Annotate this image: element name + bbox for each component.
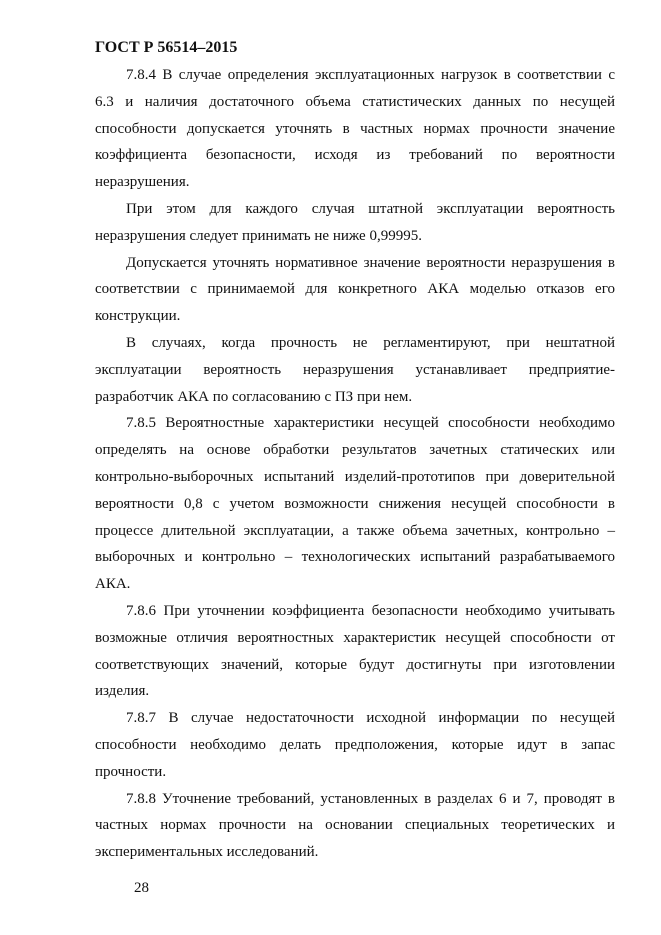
paragraph-7-8-7: 7.8.7 В случае недостаточности исходной информации по несущей способности необходимо делать предположения, которые идут в запас прочности. bbox=[95, 710, 615, 780]
paragraph-7-8-6: 7.8.6 При уточнении коэффициента безопасности необходимо учитывать возможные отличия вероятностных характеристик несущей способности от соответствующих значений, которые будут достигнуты при изготовлении изделия. bbox=[95, 602, 615, 700]
page-number: 28 bbox=[134, 880, 149, 896]
paragraph-normative-value: Допускается уточнять нормативное значение вероятности неразрушения в соответствии с принимаемой для конкретного АКА моделью отказов его конструкции. bbox=[95, 254, 615, 325]
paragraph-nonstandard-operation: В случаях, когда прочность не регламентируют, при нештатной эксплуатации вероятность неразрушения устанавливает предприятие-разработчик АКА по согласованию с ПЗ при нем. bbox=[95, 334, 615, 405]
standard-designation: ГОСТ Р 56514–2015 bbox=[95, 39, 238, 56]
paragraph-7-8-5: 7.8.5 Вероятностные характеристики несущей способности необходимо определять на основе обработки результатов зачетных статических или контрольно-выборочных испытаний изделий-прототипов при доверительной вероятности 0,8 с учетом возможности снижения несущей способности в процессе длительной эксплуатации, а также объема зачетных, контрольно – выборочных и контрольно – технологических испытаний разрабатываемого АКА. bbox=[95, 415, 615, 593]
main-text bbox=[95, 62, 615, 866]
paragraph-probability-limit: При этом для каждого случая штатной эксплуатации вероятность неразрушения следует принимать не ниже 0,99995. bbox=[95, 200, 615, 244]
paragraph-7-8-8: 7.8.8 Уточнение требований, установленных в разделах 6 и 7, проводят в частных нормах прочности на основании специальных теоретических и экспериментальных исследований. bbox=[95, 790, 615, 861]
paragraph-7-8-4: 7.8.4 В случае определения эксплуатационных нагрузок в соответствии с 6.3 и наличия достаточного объема статистических данных по несущей способности допускается уточнять в частных нормах прочности значение коэффициента безопасности, исходя из требований по вероятности неразрушения. bbox=[95, 67, 615, 191]
